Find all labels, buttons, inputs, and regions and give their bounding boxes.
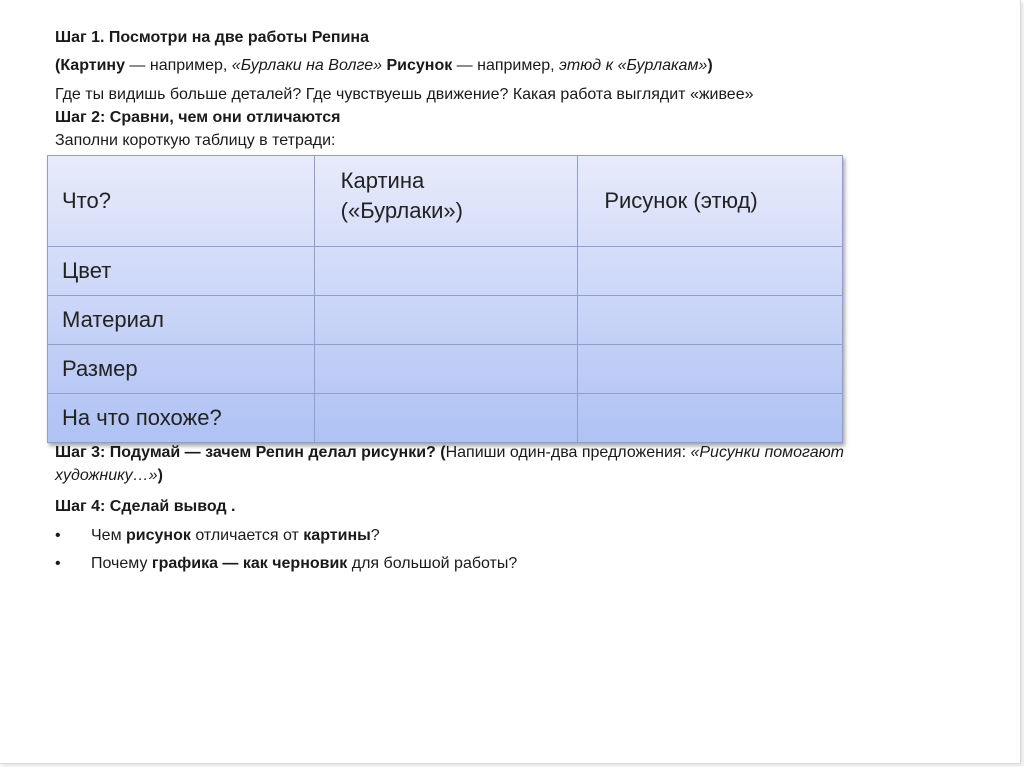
bullet-icon: • [55,555,61,572]
table-header-row [48,156,843,247]
table-row [48,394,843,443]
step1-question: Где ты видишь больше деталей? Где чувствуешь движение? Какая работа выглядит «живее» [55,86,754,103]
bullet1-painting: картины [303,527,371,544]
cell-drawing[interactable] [578,296,843,345]
bullet2-text-c: для большой работы? [347,555,518,572]
table-row [48,247,843,296]
list-item [55,525,380,547]
header-what: Что? [48,156,315,247]
bullet2-text-a: Почему [91,555,152,572]
cell-painting[interactable] [314,247,578,296]
drawing-word: Рисунок [382,57,453,74]
step3-line1 [55,442,960,464]
step2-title: Шаг 2: Сравни, чем они отличаются [55,109,341,126]
step3-example-line2: художнику…» [55,467,158,484]
step3-hint: Напиши один-два предложения: [445,444,691,461]
bullet1-text-c: отличается от [190,527,304,544]
step3-example-line1: «Рисунки помогают [690,444,844,461]
bullet-icon: • [55,527,61,544]
step3-title: Шаг 3: Подумай — зачем Репин делал рисунки? [55,444,436,461]
step1-works-line [55,55,960,77]
bullet1-qmark: ? [370,527,380,544]
header-painting [314,156,578,247]
dash-example-1: — например, [124,57,232,74]
row-label-size: Размер [48,345,315,394]
row-label-looks-like: На что похоже? [48,394,315,443]
list-item [55,553,517,575]
painting-word: Картину [60,57,125,74]
close-paren: ) [707,57,713,74]
table-row [48,296,843,345]
cell-painting[interactable] [314,296,578,345]
header-painting-line2: («Бурлаки») [340,198,463,223]
step2-instruction: Заполни короткую таблицу в тетради: [55,132,336,149]
step1-title: Шаг 1. Посмотри на две работы Репина [55,29,369,46]
row-label-material: Материал [48,296,315,345]
drawing-example: этюд к «Бурлакам» [559,57,708,74]
open-paren: ( [55,57,61,74]
step3-open: ( [435,444,446,461]
table-row [48,345,843,394]
cell-drawing[interactable] [578,394,843,443]
bullet1-text-a: Чем [91,527,127,544]
row-label-color: Цвет [48,247,315,296]
header-drawing: Рисунок (этюд) [578,156,843,247]
comparison-table [47,155,843,443]
bullet2-graphics: графика — как черновик [151,555,348,572]
cell-drawing[interactable] [578,247,843,296]
step3-close: ) [157,467,163,484]
cell-painting[interactable] [314,394,578,443]
cell-painting[interactable] [314,345,578,394]
bullet1-drawing: рисунок [126,527,191,544]
header-painting-line1: Картина [340,168,425,193]
cell-drawing[interactable] [578,345,843,394]
step3-line2 [55,465,960,487]
painting-example: «Бурлаки на Волге» [231,57,383,74]
step4-title: Шаг 4: Сделай вывод . [55,498,236,515]
dash-example-2: — например, [452,57,560,74]
